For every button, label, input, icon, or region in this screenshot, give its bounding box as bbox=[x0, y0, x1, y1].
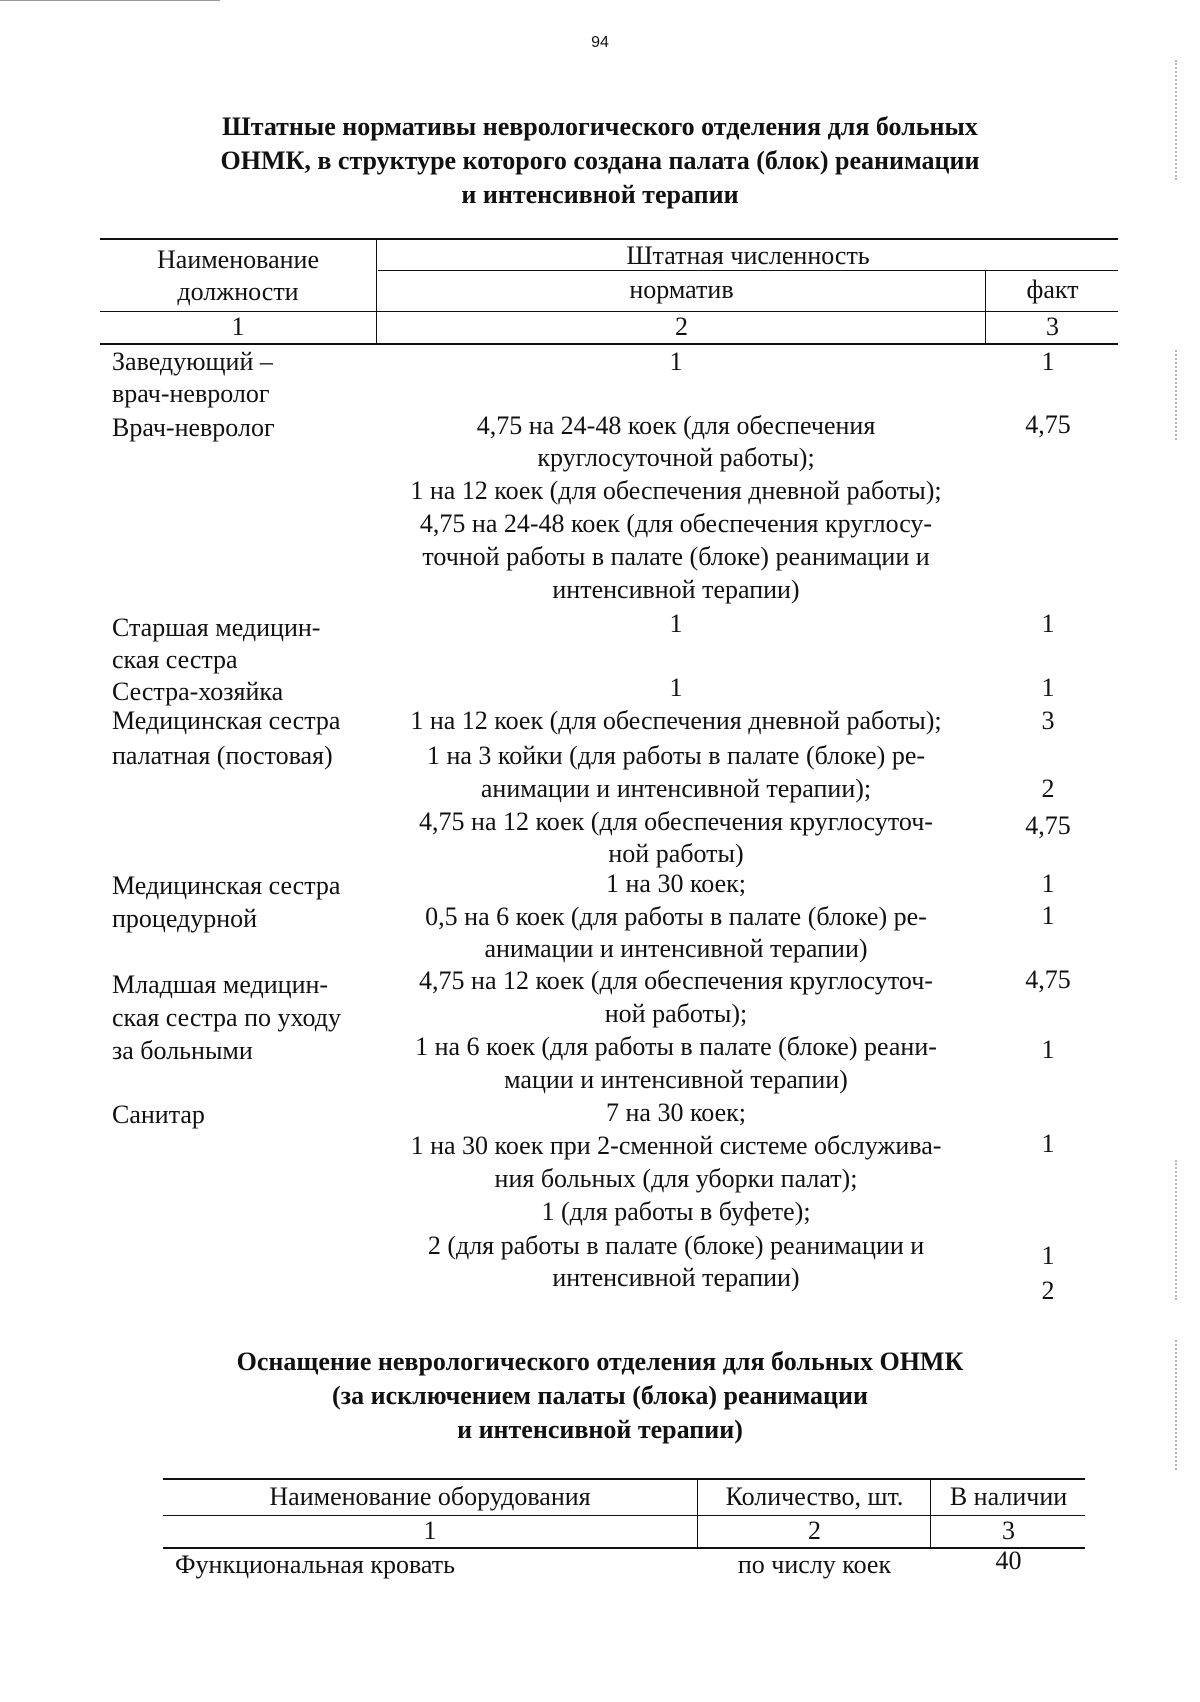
fact-cell: 4,75 bbox=[1025, 965, 1071, 994]
table-rule bbox=[100, 343, 1118, 345]
scan-edge-line bbox=[0, 0, 220, 1]
norm-cell: точной работы в палате (блоке) реанимации и bbox=[422, 542, 930, 571]
position-cell: за больными bbox=[112, 1036, 253, 1065]
norm-cell: 0,5 на 6 коек (для работы в палате (блоке) ре- bbox=[425, 902, 927, 931]
fact-cell: 1 bbox=[1041, 609, 1055, 638]
position-cell: ская сестра bbox=[112, 645, 238, 674]
fact-cell: 4,75 bbox=[1025, 410, 1071, 439]
fact-cell: 1 bbox=[1041, 869, 1055, 898]
table-column-divider bbox=[985, 270, 986, 344]
page-number: 94 bbox=[591, 34, 609, 51]
equipment-quantity-cell: по числу коек bbox=[737, 1550, 892, 1579]
position-cell: Младшая медицин- bbox=[112, 970, 329, 999]
norm-cell: 1 на 12 коек (для обеспечения дневной работы); bbox=[410, 706, 942, 735]
position-cell: Врач-невролог bbox=[112, 413, 275, 442]
norm-cell: 1 bbox=[669, 673, 683, 702]
header-column-number: 2 bbox=[808, 1516, 821, 1545]
norm-cell: интенсивной терапии) bbox=[552, 1263, 800, 1292]
table-column-divider bbox=[697, 1478, 698, 1548]
norm-cell: 4,75 на 12 коек (для обеспечения круглосуточ- bbox=[419, 966, 933, 995]
norm-cell: 1 на 30 коек; bbox=[606, 869, 746, 898]
norm-cell: 1 bbox=[669, 609, 683, 638]
scan-margin-dots bbox=[1175, 60, 1177, 180]
norm-cell: 1 (для работы в буфете); bbox=[541, 1197, 811, 1226]
scan-margin-dots bbox=[1175, 1340, 1177, 1470]
position-cell: Заведующий – bbox=[112, 347, 273, 376]
fact-cell: 2 bbox=[1041, 1276, 1055, 1305]
header-column-number: 2 bbox=[675, 312, 688, 341]
header-column-number: 1 bbox=[423, 1516, 437, 1545]
fact-cell: 1 bbox=[1041, 347, 1055, 376]
norm-cell: 1 на 6 коек (для работы в палате (блоке) реани- bbox=[415, 1032, 937, 1061]
norm-cell: ния больных (для уборки палат); bbox=[494, 1164, 858, 1193]
header-column-number: 3 bbox=[1002, 1516, 1015, 1545]
fact-cell: 1 bbox=[1041, 1035, 1055, 1064]
fact-cell: 4,75 bbox=[1025, 811, 1071, 840]
scan-margin-dots bbox=[1175, 1160, 1177, 1300]
staff-section-title bbox=[100, 110, 1100, 212]
equipment-section-title bbox=[100, 1345, 1100, 1447]
norm-cell: мации и интенсивной терапии) bbox=[504, 1065, 848, 1094]
position-cell: Сестра-хозяйка bbox=[112, 677, 284, 706]
fact-cell: 3 bbox=[1041, 706, 1055, 735]
equipment-name-cell: Функциональная кровать bbox=[175, 1550, 455, 1579]
norm-cell: круглосуточной работы); bbox=[537, 443, 815, 472]
table-column-divider bbox=[376, 238, 377, 344]
table-rule bbox=[163, 1478, 1085, 1480]
fact-cell: 1 bbox=[1041, 673, 1055, 702]
norm-cell: интенсивной терапии) bbox=[552, 575, 800, 604]
norm-cell: 7 на 30 коек; bbox=[606, 1098, 746, 1127]
position-cell: процедурной bbox=[112, 904, 258, 933]
norm-cell: 2 (для работы в палате (блоке) реанимации и bbox=[427, 1231, 925, 1260]
position-cell: палатная (постовая) bbox=[112, 741, 333, 770]
title-line: ОНМК, в структуре которого создана палата (блок) реанимации bbox=[220, 146, 980, 175]
header-fact: факт bbox=[1026, 275, 1079, 304]
position-cell: Санитар bbox=[112, 1100, 205, 1129]
title-line: Оснащение неврологического отделения для больных ОНМК bbox=[236, 1347, 964, 1376]
header-column-number: 3 bbox=[1046, 312, 1059, 341]
position-cell: ская сестра по уходу bbox=[112, 1003, 341, 1032]
norm-cell: анимации и интенсивной терапии) bbox=[484, 934, 868, 963]
title-line: Штатные нормативы неврологического отделения для больных bbox=[222, 112, 978, 141]
header-available: В наличии bbox=[949, 1482, 1068, 1511]
title-line: и интенсивной терапии bbox=[461, 180, 739, 209]
fact-cell: 1 bbox=[1041, 1241, 1055, 1270]
header-quantity: Количество, шт. bbox=[725, 1482, 904, 1511]
norm-cell: ной работы); bbox=[604, 999, 748, 1028]
fact-cell: 1 bbox=[1041, 1129, 1055, 1158]
norm-cell: 1 bbox=[669, 347, 683, 376]
norm-cell: 4,75 на 24-48 коек (для обеспечения круглосу- bbox=[419, 509, 933, 538]
fact-cell: 2 bbox=[1041, 774, 1055, 803]
header-equipment-name: Наименование оборудования bbox=[269, 1482, 591, 1511]
norm-cell: ной работы) bbox=[608, 839, 744, 868]
position-cell: Старшая медицин- bbox=[112, 613, 321, 642]
norm-cell: 4,75 на 12 коек (для обеспечения круглосуточ- bbox=[419, 807, 933, 836]
norm-cell: анимации и интенсивной терапии); bbox=[480, 774, 872, 803]
scan-margin-dots bbox=[1175, 350, 1177, 440]
norm-cell: 1 на 30 коек при 2-сменной системе обслужива- bbox=[410, 1131, 942, 1160]
position-cell: Медицинская сестра bbox=[112, 706, 341, 735]
norm-cell: 4,75 на 24-48 коек (для обеспечения bbox=[476, 411, 876, 440]
title-line: (за исключением палаты (блока) реанимации bbox=[332, 1381, 868, 1410]
fact-cell: 1 bbox=[1041, 901, 1055, 930]
header-staffing: Штатная численность bbox=[626, 241, 870, 270]
norm-cell: 1 на 12 коек (для обеспечения дневной работы); bbox=[410, 476, 942, 505]
table-column-divider bbox=[930, 1478, 931, 1548]
header-position: Наименование должности bbox=[157, 245, 319, 306]
equipment-available-cell: 40 bbox=[995, 1546, 1022, 1575]
position-cell: врач-невролог bbox=[112, 379, 270, 408]
header-column-number: 1 bbox=[231, 312, 245, 341]
position-cell: Медицинская сестра bbox=[112, 871, 341, 900]
title-line: и интенсивной терапии) bbox=[457, 1415, 743, 1444]
norm-cell: 1 на 3 койки (для работы в палате (блоке) ре- bbox=[426, 741, 926, 770]
header-norm: норматив bbox=[629, 275, 734, 304]
